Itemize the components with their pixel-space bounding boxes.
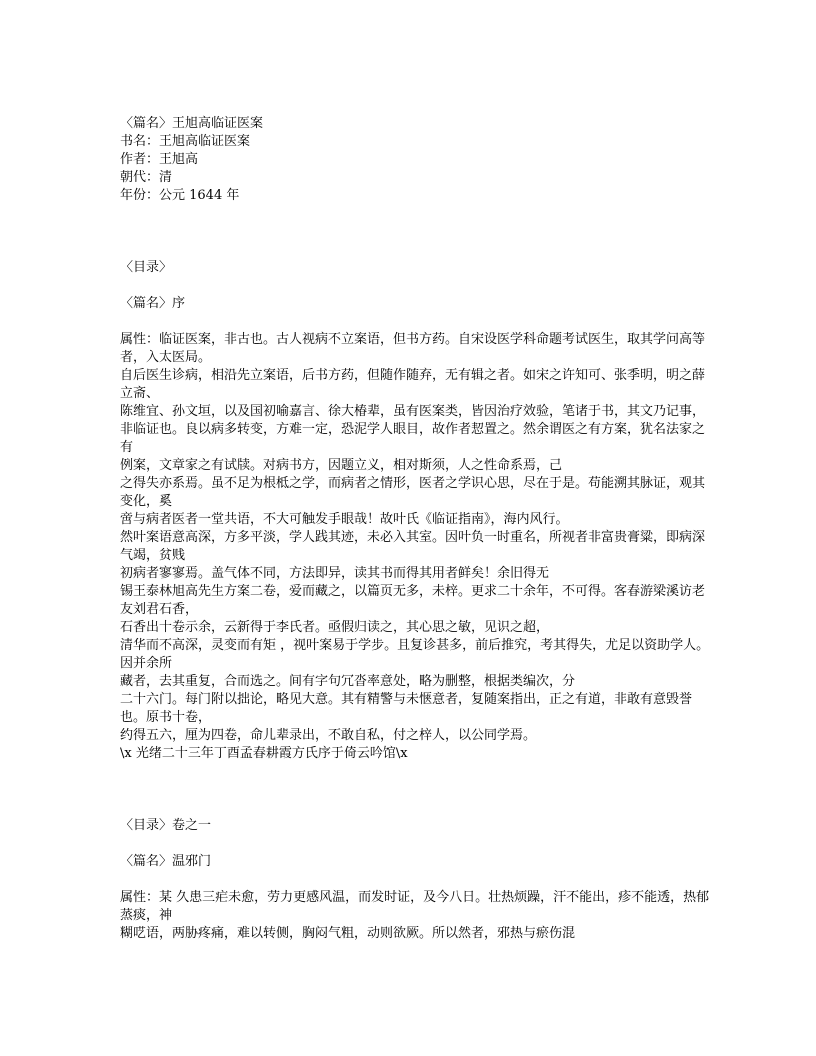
- toc-volume-heading: 〈目录〉卷之一: [120, 818, 212, 833]
- text-line: 二十六门。每门附以拙论，略见大意。其有精警与未惬意者，复随案指出，正之有道，非敢有意毁誉也。原书十卷，: [120, 692, 693, 725]
- text-line: 清华而不高深，灵变而有矩 ，视叶案易于学步。且复诊甚多，前后推究，考其得失，尤足以资助学人。因并余所: [120, 638, 710, 671]
- spacer: [120, 871, 712, 889]
- title-line: 〈篇名〉王旭高临证医案: [120, 116, 264, 131]
- section-title: 〈篇名〉序: [120, 296, 186, 311]
- header-block: [120, 115, 712, 205]
- preface-paragraph: [120, 331, 712, 763]
- dynasty-line: 朝代：清: [120, 170, 173, 185]
- text-line: 初病者寥寥焉。盖气体不同，方法即异，读其书而得其用者鲜矣！余旧得无: [120, 566, 550, 581]
- text-line: 例案，文章家之有试牍。对病书方，因题立义，相对斯须，人之性命系焉，己: [120, 458, 563, 473]
- text-line: 藏者，去其重复，合而选之。间有字句冗沓率意处，略为删整，根据类编次，分: [120, 674, 576, 689]
- spacer: [120, 313, 712, 331]
- text-line: 属性：某 久患三疟未愈，劳力更感风温，而发时证，及今八日。壮热烦躁，汗不能出，疹不能透，热郁蒸痰，神: [120, 890, 710, 923]
- document-page: [120, 115, 712, 943]
- text-line: 然叶案语意高深，方多平淡，学人践其迹，未必入其室。因叶负一时重名，所视者非富贵膏粱，即病深气竭，贫贱: [120, 530, 706, 563]
- toc-heading: 〈目录〉: [120, 260, 173, 275]
- text-line: 啻与病者医者一堂共语，不大可触发手眼哉！故叶氏《临证指南》，海内风行。: [120, 512, 569, 527]
- text-line: 糊呓语，两胁疼痛，难以转侧，胸闷气粗，动则欲厥。所以然者，邪热与瘀伤混: [120, 926, 576, 941]
- text-line: 约得五六，厘为四卷，命儿辈录出，不敢自私，付之梓人，以公同学焉。: [120, 728, 537, 743]
- text-line: 锡王泰林旭高先生方案二卷，爱而藏之，以篇页无多，未梓。更求二十余年，不可得。客春游梁溪访老友刘君石香，: [120, 584, 706, 617]
- text-line: 石香出十卷示余，云新得于李氏者。亟假归读之，其心思之敏，见识之超，: [120, 620, 550, 635]
- signature-line: \x 光绪二十三年丁酉孟春耕霞方氏序于倚云吟馆\x: [120, 746, 408, 761]
- text-line: 自后医生诊病，相沿先立案语，后书方药，但随作随弃，无有辑之者。如宋之许知可、张季明，明之薛立斋、: [120, 368, 706, 401]
- spacer: [120, 835, 712, 853]
- author-line: 作者：王旭高: [120, 152, 199, 167]
- section-title: 〈篇名〉温邪门: [120, 854, 212, 869]
- spacer: [120, 205, 712, 259]
- spacer: [120, 763, 712, 817]
- spacer: [120, 277, 712, 295]
- book-line: 书名：王旭高临证医案: [120, 134, 251, 149]
- text-line: 之得失亦系焉。虽不足为根柢之学，而病者之情形，医者之学识心思，尽在于是。苟能溯其脉证，观其变化，奚: [120, 476, 706, 509]
- text-line: 陈维宜、孙文垣，以及国初喻嘉言、徐大椿辈，虽有医案类，皆因治疗效验，笔诸于书，其文乃记事，非临证也。良以病多转变，方难一定，恐泥学人眼目，故作者恝置之。然余谓医之有方案，犹名法家之有: [120, 404, 706, 455]
- year-line: 年份：公元 1644 年: [120, 188, 240, 203]
- text-line: 属性：临证医案，非古也。古人视病不立案语，但书方药。自宋设医学科命题考试医生，取其学问高等者，入太医局。: [120, 332, 706, 365]
- case-paragraph: [120, 889, 712, 943]
